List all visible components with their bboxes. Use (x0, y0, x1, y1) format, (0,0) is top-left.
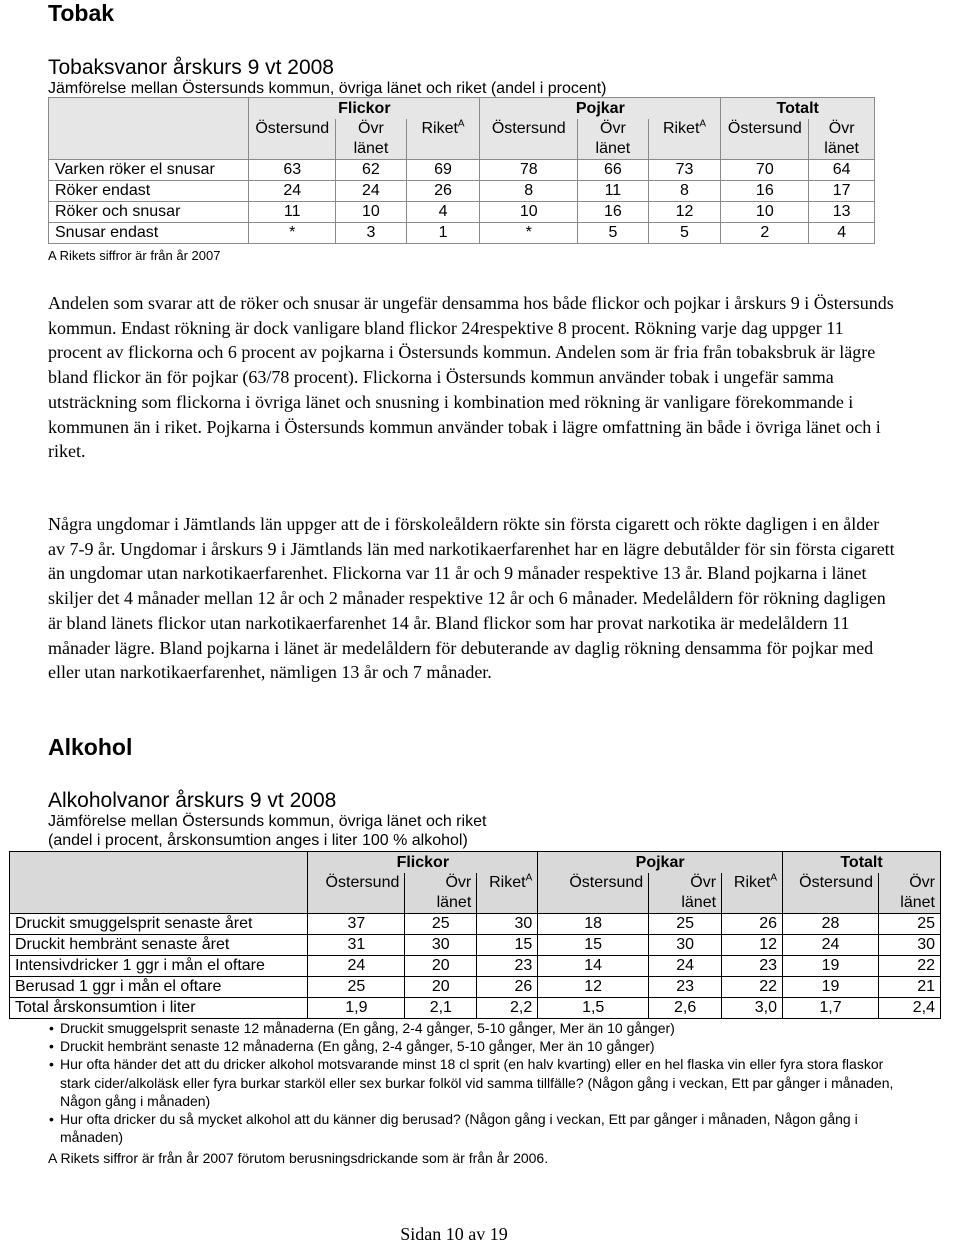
table-cell: 23 (649, 977, 722, 998)
table-cell: 26 (477, 977, 538, 998)
table-cell: 63 (249, 160, 336, 181)
table-cell: 17 (809, 181, 875, 202)
row-label: Varken röker el snusar (55, 161, 215, 178)
table-cell: 24 (336, 181, 407, 202)
table-cell: 8 (480, 181, 578, 202)
table-cell: 2,2 (477, 998, 538, 1019)
tobak-group-header-row (49, 98, 875, 120)
table-cell: 64 (809, 160, 875, 181)
tobak-group-flickor: Flickor (249, 98, 480, 120)
table-row (49, 223, 875, 244)
tobak-col-ostersund: Östersund (721, 119, 809, 139)
row-label: Druckit hembränt senaste året (10, 935, 308, 956)
alkohol-col-lanet: länet (405, 893, 477, 914)
tobak-group-totalt: Totalt (721, 98, 875, 120)
table-cell: 10 (480, 202, 578, 223)
table-cell: 16 (721, 181, 809, 202)
alkohol-table (9, 851, 941, 1019)
table-cell: 23 (477, 956, 538, 977)
table-cell: 30 (405, 935, 477, 956)
table-cell: 19 (783, 977, 879, 998)
alkohol-col-ostersund: Östersund (783, 873, 879, 893)
table-cell: 3 (336, 223, 407, 244)
tobak-footnote: A Rikets siffror är från år 2007 (48, 248, 221, 263)
row-label: Berusad 1 ggr i mån el oftare (10, 977, 308, 998)
table-cell: 70 (721, 160, 809, 181)
table-cell: 18 (538, 914, 649, 935)
table-cell: 5 (648, 223, 721, 244)
alkohol-col-lanet: länet (649, 893, 722, 914)
alkohol-col-ovr: Övr (649, 873, 722, 893)
table-cell: 19 (783, 956, 879, 977)
tobak-group-pojkar: Pojkar (480, 98, 721, 120)
table-cell: 2,1 (405, 998, 477, 1019)
table-cell: 11 (578, 181, 649, 202)
tobak-col-ovr: Övr (336, 119, 407, 139)
row-label: Snusar endast (55, 224, 159, 241)
tobak-col-lanet: länet (578, 139, 649, 160)
table-cell: 37 (308, 914, 405, 935)
table-cell: 24 (308, 956, 405, 977)
alkohol-column-header-row-2 (10, 893, 941, 914)
table-cell: 12 (722, 935, 783, 956)
table-cell: 10 (336, 202, 407, 223)
alkohol-table-subtitle-2: (andel i procent, årskonsumtion anges i liter 100 % alkohol) (48, 832, 468, 849)
alkohol-col-ovr: Övr (878, 873, 940, 893)
row-label: Intensivdricker 1 ggr i mån el oftare (10, 956, 308, 977)
alkohol-col-ostersund: Östersund (538, 873, 649, 893)
table-cell: 1,7 (783, 998, 879, 1019)
table-cell: 20 (405, 956, 477, 977)
tobak-col-ovr: Övr (809, 119, 875, 139)
table-cell: 16 (578, 202, 649, 223)
table-cell: 25 (405, 914, 477, 935)
tobak-col-ostersund: Östersund (480, 119, 578, 139)
tobak-paragraph-1: Andelen som svarar att de röker och snusar är ungefär densamma hos både flickor och pojkar i årskurs 9 i Östersunds kommun. Endast rökning är dock vanligare bland flickor 24respektive 8 procent. Rökning varje dag uppger 11 procent av flickorna och 6 procent av pojkarna i Östersunds kommun. Andelen som är fria från tobaksbruk är lägre bland flickor än för pojkar (63/78 procent). Flickorna i Östersunds kommun använder tobak i ungefär samma utsträckning som flickorna i övriga länet och snusning i kombination med rökning är vanligare förekommande i kommunen än i riket. Pojkarna i Östersunds kommun använder tobak i lägre omfattning än både i övriga länet och i riket. (48, 293, 894, 462)
table-cell: 20 (405, 977, 477, 998)
table-cell: 62 (336, 160, 407, 181)
table-cell: 1,9 (308, 998, 405, 1019)
alkohol-table-subtitle: Jämförelse mellan Östersunds kommun, övriga länet och riket (48, 813, 487, 830)
table-cell: 24 (249, 181, 336, 202)
tobak-paragraph-2: Några ungdomar i Jämtlands län uppger att de i förskoleåldern rökte sin första cigarett och rökte dagligen i en ålder av 7-9 år. Ungdomar i årskurs 9 i Jämtlands län med narkotikaerfarenhet har en lägre debutålder för sin första cigarett än ungdomar utan narkotikaerfarenhet. Flickorna var 11 år och 9 månader respektive 13 år. Bland pojkarna i länet skiljer det 4 månader mellan 12 år och 2 månader respektive 12 år och 6 månader. Medelåldern för rökning dagligen är bland länets flickor utan narkotikaerfarenhet 14 år. Bland flickor som har provat narkotika är medelåldern 11 månader lägre. Bland pojkarna i länet är medelåldern för debuterande av daglig rökning densamma för pojkar med eller utan narkotikaerfarenhet, nämligen 13 år och 7 månader. (48, 514, 895, 683)
table-cell: 28 (783, 914, 879, 935)
table-cell: 12 (538, 977, 649, 998)
table-cell: 24 (783, 935, 879, 956)
table-cell: 31 (308, 935, 405, 956)
alkohol-footnote: A Rikets siffror är från år 2007 förutom berusningsdrickande som är från år 2006. (48, 1150, 549, 1166)
table-cell: 26 (406, 181, 480, 202)
alkohol-col-lanet: länet (878, 893, 940, 914)
page-number: Sidan 10 av 19 (400, 1224, 508, 1244)
tobak-col-lanet: länet (336, 139, 407, 160)
alkohol-table-title: Alkoholvanor årskurs 9 vt 2008 (48, 789, 337, 812)
table-cell: 4 (406, 202, 480, 223)
table-cell: 2,6 (649, 998, 722, 1019)
tobak-table (48, 97, 875, 244)
table-cell: 15 (538, 935, 649, 956)
table-row (10, 914, 941, 935)
alkohol-group-header-row (10, 852, 941, 874)
table-row (10, 935, 941, 956)
tobak-table-subtitle: Jämförelse mellan Östersunds kommun, övriga länet och riket (andel i procent) (48, 80, 607, 97)
list-item: • Druckit smuggelsprit senaste 12 månaderna (En gång, 2-4 gånger, 5-10 gånger, Mer än 10 gånger) (60, 1019, 910, 1037)
table-cell: 26 (722, 914, 783, 935)
alkohol-group-flickor: Flickor (308, 852, 538, 874)
table-cell: 12 (648, 202, 721, 223)
table-row (10, 977, 941, 998)
table-row (10, 998, 941, 1019)
table-cell: 10 (721, 202, 809, 223)
table-cell: 69 (406, 160, 480, 181)
table-cell: 30 (649, 935, 722, 956)
tobak-col-ovr: Övr (578, 119, 649, 139)
row-label: Röker endast (55, 182, 151, 199)
alkohol-col-riket: Riket$^A$ (722, 873, 783, 893)
table-cell: 25 (878, 914, 940, 935)
table-cell: 5 (578, 223, 649, 244)
alkohol-heading: Alkohol (48, 734, 133, 760)
tobak-col-lanet: länet (809, 139, 875, 160)
tobak-corner-cell (49, 98, 249, 120)
table-cell: 11 (249, 202, 336, 223)
alkohol-col-riket: Riket$^A$ (477, 873, 538, 893)
table-row (10, 956, 941, 977)
table-cell: 21 (878, 977, 940, 998)
table-cell: 1 (406, 223, 480, 244)
tobak-column-header-row-2 (49, 139, 875, 160)
alkohol-col-ostersund: Östersund (308, 873, 405, 893)
table-cell: 66 (578, 160, 649, 181)
table-cell: 14 (538, 956, 649, 977)
alkohol-col-ovr: Övr (405, 873, 477, 893)
table-cell: 22 (878, 956, 940, 977)
list-item: • Hur ofta händer det att du dricker alkohol motsvarande minst 18 cl sprit (en halv kvarting) eller en hel flaska vin eller fyra stora flaskor stark cider/alkoläsk eller fyra burkar starköl eller sex burkar folköl vid samma tillfälle? (Någon gång i veckan, Ett par gånger i månaden, Någon gång i månaden) (60, 1055, 910, 1110)
tobak-column-header-row (49, 119, 875, 139)
table-cell: 25 (649, 914, 722, 935)
table-cell: 73 (648, 160, 721, 181)
table-row (49, 181, 875, 202)
row-label: Total årskonsumtion i liter (10, 998, 308, 1019)
table-cell: 8 (648, 181, 721, 202)
table-cell: 3,0 (722, 998, 783, 1019)
table-cell: 15 (477, 935, 538, 956)
row-label: Röker och snusar (55, 203, 181, 220)
alkohol-column-header-row (10, 873, 941, 893)
alkohol-group-pojkar: Pojkar (538, 852, 783, 874)
table-cell: * (249, 223, 336, 244)
table-cell: * (480, 223, 578, 244)
table-cell: 4 (809, 223, 875, 244)
tobak-heading: Tobak (48, 0, 115, 26)
tobak-col-ostersund: Östersund (249, 119, 336, 139)
table-cell: 13 (809, 202, 875, 223)
row-label: Druckit smuggelsprit senaste året (10, 914, 308, 935)
tobak-col-riket: Riket$^A$ (406, 119, 480, 139)
tobak-col-riket: Riket$^A$ (648, 119, 721, 139)
list-item: • Hur ofta dricker du så mycket alkohol att du känner dig berusad? (Någon gång i veckan, Ett par gånger i månaden, Någon gång i månaden) (60, 1110, 910, 1146)
table-cell: 78 (480, 160, 578, 181)
alkohol-question-list (48, 1019, 910, 1146)
alkohol-group-totalt: Totalt (783, 852, 941, 874)
table-cell: 2,4 (878, 998, 940, 1019)
table-cell: 23 (722, 956, 783, 977)
table-row (49, 202, 875, 223)
table-cell: 2 (721, 223, 809, 244)
tobak-table-title: Tobaksvanor årskurs 9 vt 2008 (48, 56, 334, 79)
table-cell: 25 (308, 977, 405, 998)
table-row (49, 160, 875, 181)
table-cell: 30 (477, 914, 538, 935)
table-cell: 24 (649, 956, 722, 977)
table-cell: 30 (878, 935, 940, 956)
table-cell: 22 (722, 977, 783, 998)
list-item: • Druckit hembränt senaste 12 månaderna (En gång, 2-4 gånger, 5-10 gånger, Mer än 10 gånger) (60, 1037, 910, 1055)
table-cell: 1,5 (538, 998, 649, 1019)
